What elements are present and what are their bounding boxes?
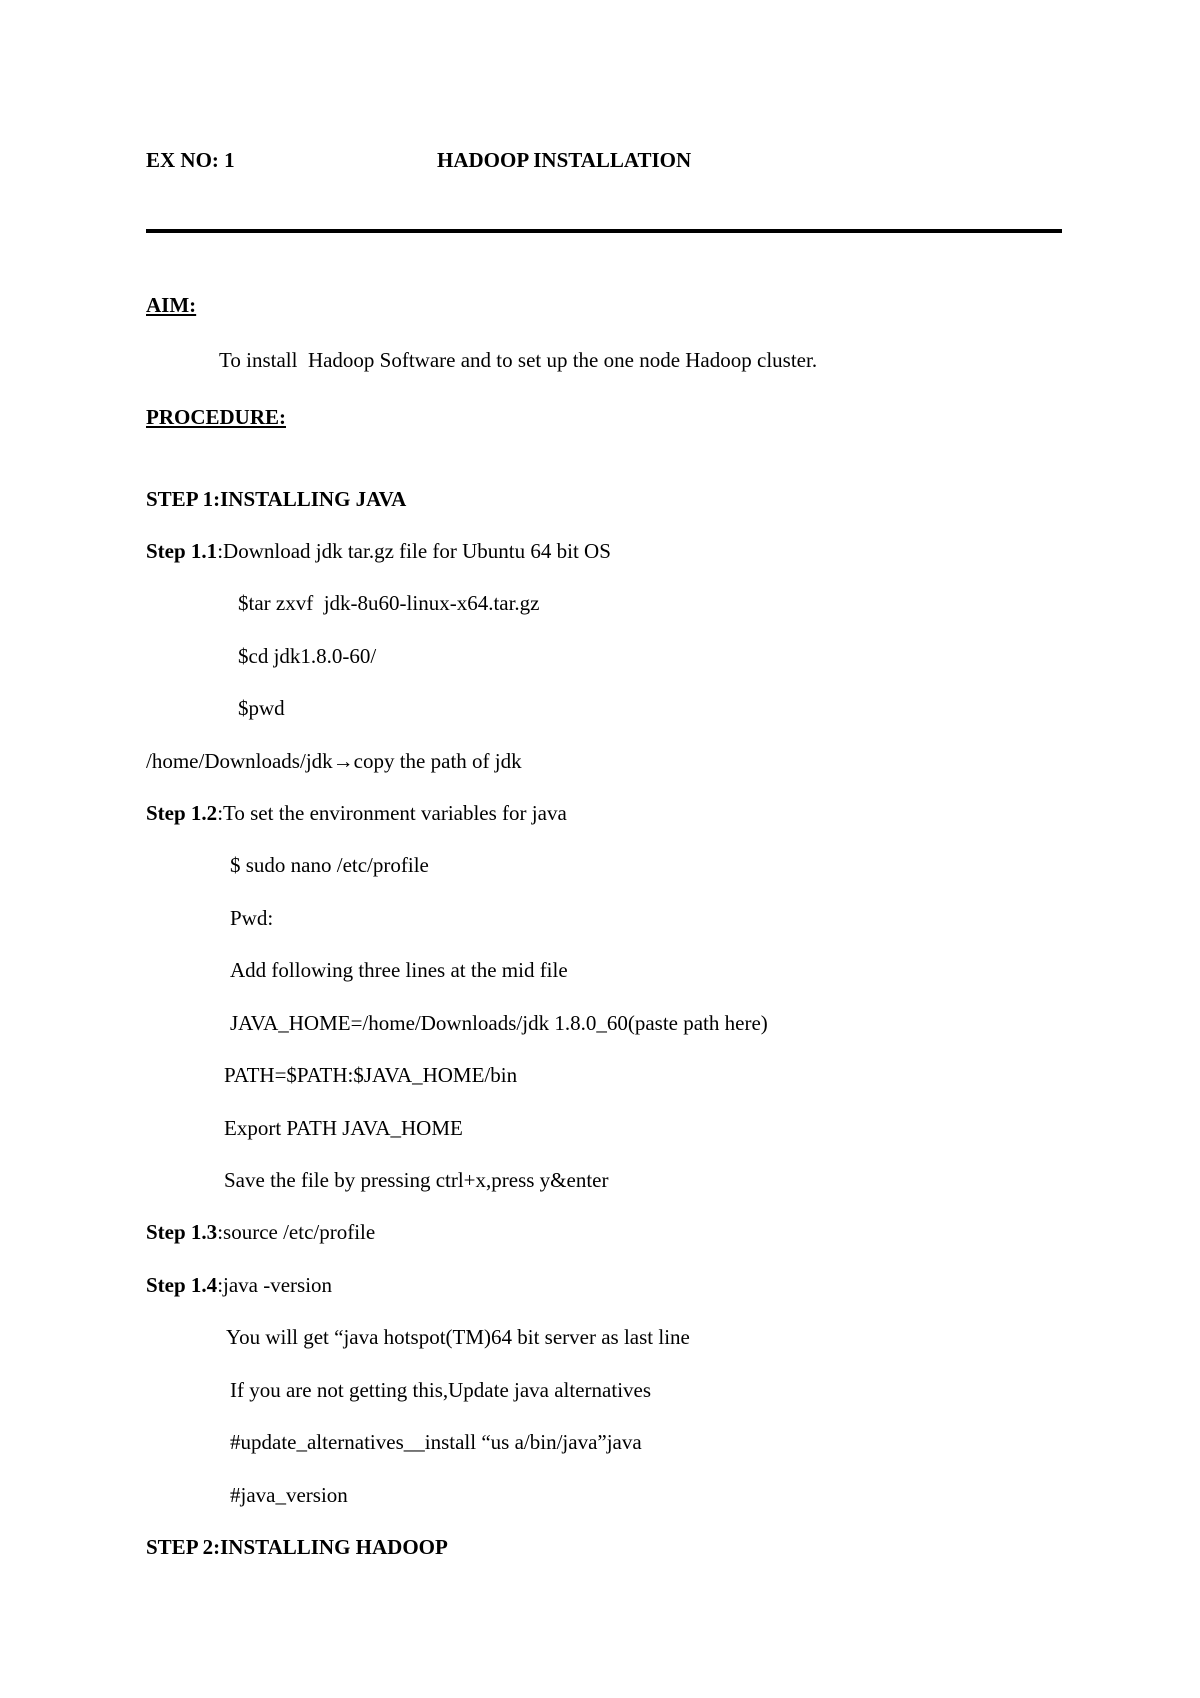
arrow-right-icon: → bbox=[332, 749, 354, 773]
command-line: $ sudo nano /etc/profile bbox=[230, 853, 429, 877]
step-label: Step 1.3 bbox=[146, 1220, 218, 1244]
step-1-3 bbox=[146, 1219, 375, 1245]
step-label: Step 1.2 bbox=[146, 801, 218, 825]
step2-heading: STEP 2:INSTALLING HADOOP bbox=[146, 1535, 448, 1559]
jdk-path-line bbox=[146, 748, 522, 774]
step1-heading: STEP 1:INSTALLING JAVA bbox=[146, 487, 407, 511]
aim-heading: AIM: bbox=[146, 293, 197, 317]
command-line: Save the file by pressing ctrl+x,press y&enter bbox=[224, 1168, 609, 1192]
document-title: HADOOP INSTALLATION bbox=[437, 148, 692, 172]
jdk-path-note: copy the path of jdk bbox=[353, 749, 522, 773]
command-line: You will get “java hotspot(TM)64 bit server as last line bbox=[226, 1325, 690, 1349]
command-line: JAVA_HOME=/home/Downloads/jdk 1.8.0_60(paste path here) bbox=[230, 1011, 768, 1035]
command-line: If you are not getting this,Update java alternatives bbox=[230, 1378, 652, 1402]
command-line: Export PATH JAVA_HOME bbox=[224, 1116, 463, 1140]
step-label: Step 1.4 bbox=[146, 1273, 218, 1297]
step-1-4 bbox=[146, 1272, 332, 1298]
step-label: Step 1.1 bbox=[146, 539, 218, 563]
aim-text: To install Hadoop Software and to set up the one node Hadoop cluster. bbox=[219, 348, 818, 372]
command-line: $cd jdk1.8.0-60/ bbox=[238, 644, 377, 668]
command-line: PATH=$PATH:$JAVA_HOME/bin bbox=[224, 1063, 518, 1087]
command-line: $tar zxvf jdk-8u60-linux-x64.tar.gz bbox=[238, 591, 540, 615]
command-line: $pwd bbox=[238, 696, 285, 720]
command-line: #update_alternatives__install “us a/bin/java”java bbox=[230, 1430, 642, 1454]
procedure-heading: PROCEDURE: bbox=[146, 405, 286, 429]
step-1-1 bbox=[146, 538, 611, 564]
step-text: :To set the environment variables for java bbox=[217, 801, 567, 825]
command-line: #java_version bbox=[230, 1483, 348, 1507]
step-1-2 bbox=[146, 800, 567, 826]
step-text: :source /etc/profile bbox=[217, 1220, 376, 1244]
title-divider bbox=[146, 229, 1062, 233]
step-text: :java -version bbox=[217, 1273, 333, 1297]
jdk-path: /home/Downloads/jdk bbox=[146, 749, 333, 773]
ex-number: EX NO: 1 bbox=[146, 148, 235, 172]
command-line: Add following three lines at the mid file bbox=[230, 958, 568, 982]
command-line: Pwd: bbox=[230, 906, 274, 930]
step-text: :Download jdk tar.gz file for Ubuntu 64 bit OS bbox=[217, 539, 611, 563]
